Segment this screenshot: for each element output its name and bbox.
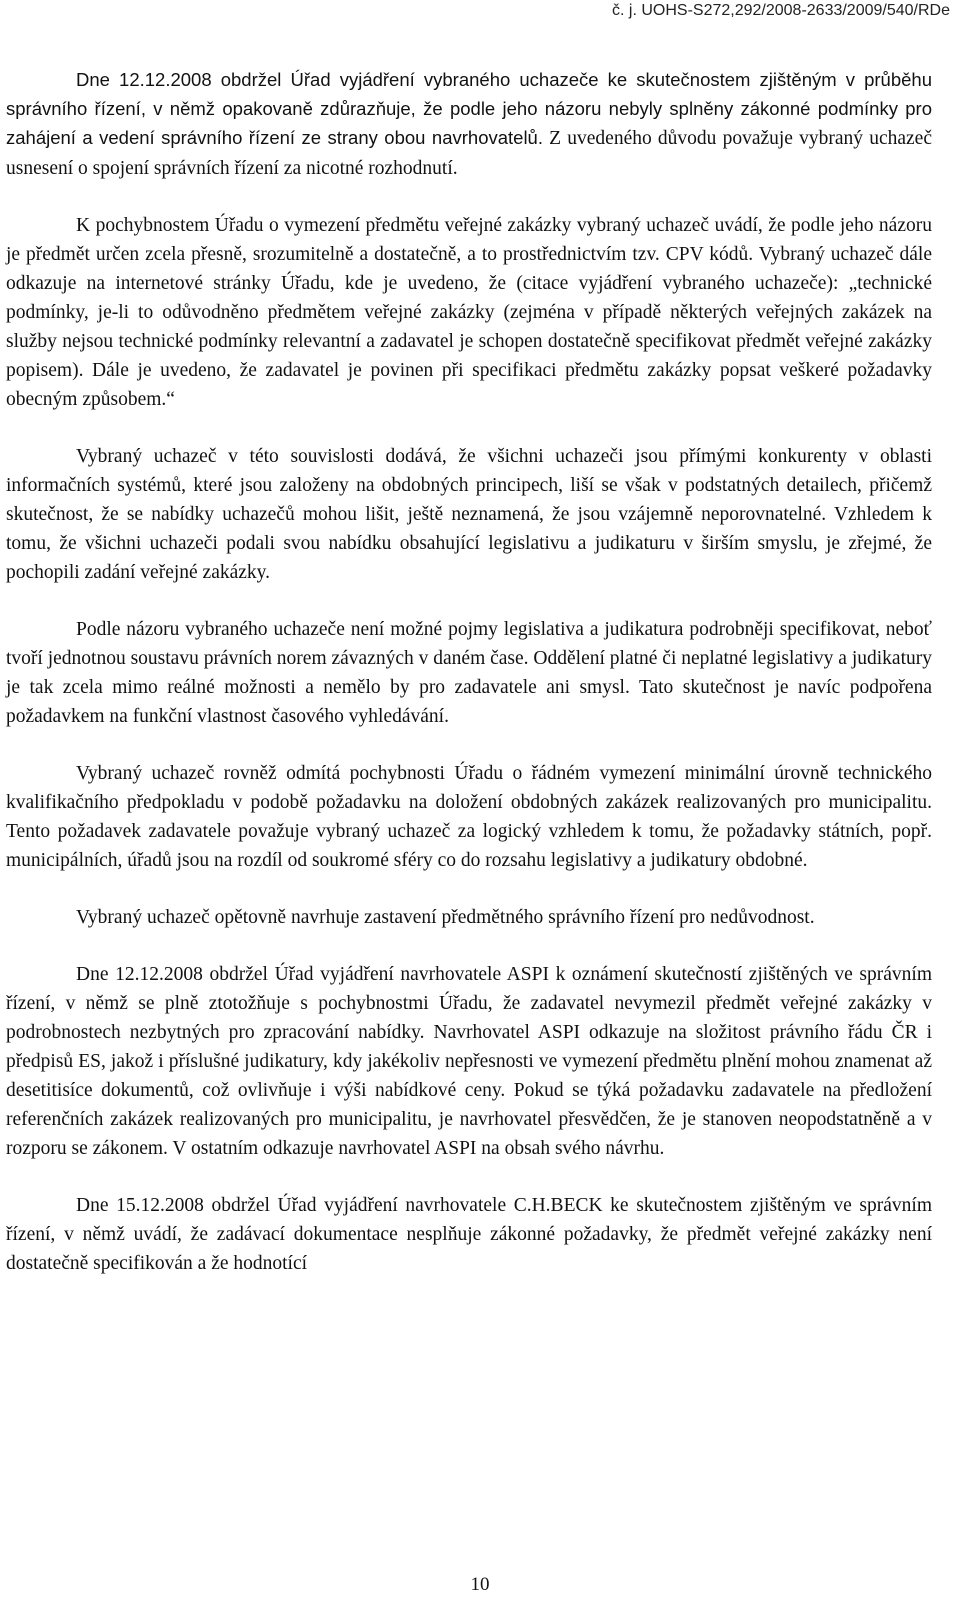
- paragraph-6: Vybraný uchazeč opětovně navrhuje zastavení předmětného správního řízení pro nedůvodnost.: [76, 907, 815, 928]
- document-reference: č. j. UOHS-S272,292/2008-2633/2009/540/RDe: [612, 2, 950, 19]
- paragraph-1-part-1: Dne 12.12.2008 obdržel Úřad vyjádření vybraného uchazeče ke skutečnostem zjištěným v průběhu správního řízení, v němž opakovaně zdůrazňuje, že podle jeho názoru nebyly splněny zákonné podmínky pro zahájení a vedení správního řízení ze strany obou navrhovatelů.: [6, 69, 932, 148]
- paragraph-1-part-2: Z uvedeného důvodu považuje vybraný uchazeč usnesení o spojení správních řízení za nicotné rozhodnutí.: [6, 128, 932, 179]
- paragraph-8: Dne 15.12.2008 obdržel Úřad vyjádření navrhovatele C.H.BECK ke skutečnostem zjištěným ve správním řízení, v němž uvádí, že zadávací dokumentace nesplňuje zákonné požadavky, že předmět veřejné zakázky není dostatečně specifikován a že hodnotící: [6, 1195, 932, 1274]
- paragraph-7: Dne 12.12.2008 obdržel Úřad vyjádření navrhovatele ASPI k oznámení skutečností zjištěných ve správním řízení, v němž se plně ztotožňuje s pochybnostmi Úřadu, že zadavatel nevymezil předmět veřejné zakázky v podrobnostech nezbytných pro zpracování nabídky. Navrhovatel ASPI odkazuje na složitost právního řádu ČR i předpisů ES, jakož i příslušné judikatury, kdy jakékoliv nepřesnosti ve vymezení předmětu plnění mohou znamenat až desetitisíce dokumentů, což ovlivňuje i výši nabídkové ceny. Pokud se týká požadavku zadavatele na předložení referenčních zakázek realizovaných pro municipalitu, je navrhovatel přesvědčen, že je stanoven neopodstatněně a v rozporu se zákonem. V ostatním odkazuje navrhovatel ASPI na obsah svého návrhu.: [6, 964, 932, 1159]
- paragraph-4: Podle názoru vybraného uchazeče není možné pojmy legislativa a judikatura podrobněji specifikovat, neboť tvoří jednotnou soustavu právních norem závazných v daném čase. Oddělení platné či neplatné legislativy a judikatury je tak zcela mimo reálné možnosti a nemělo by pro zadavatele ani smysl. Tato skutečnost je navíc podpořena požadavkem na funkční vlastnost časového vyhledávání.: [6, 619, 932, 727]
- paragraph-3: Vybraný uchazeč v této souvislosti dodává, že všichni uchazeči jsou přímými konkurenty v oblasti informačních systémů, které jsou založeny na obdobných principech, liší se však v podstatných detailech, přičemž skutečnost, že se nabídky uchazečů mohou lišit, ještě neznamená, že jsou vzájemně neporovnatelné. Vzhledem k tomu, že všichni uchazeči podali svou nabídku obsahující legislativu a judikaturu v širším smyslu, je zřejmé, že pochopili zadání veřejné zakázky.: [6, 446, 932, 583]
- paragraph-2: K pochybnostem Úřadu o vymezení předmětu veřejné zakázky vybraný uchazeč uvádí, že podle jeho názoru je předmět určen zcela přesně, srozumitelně a dostatečně, a to prostřednictvím tzv. CPV kódů. Vybraný uchazeč dále odkazuje na internetové stránky Úřadu, kde je uvedeno, že (citace vyjádření vybraného uchazeče): „technické podmínky, je-li to odůvodněno předmětem veřejné zakázky (zejména v případě některých veřejných zakázek na služby nejsou technické podmínky relevantní a zadavatel je schopen dostatečně specifikovat předmět veřejné zakázky popisem). Dále je uvedeno, že zadavatel je povinen při specifikaci předmětu zakázky popsat veškeré požadavky obecným způsobem.“: [6, 215, 932, 410]
- paragraph-1: [6, 65, 932, 183]
- paragraph-5: Vybraný uchazeč rovněž odmítá pochybnosti Úřadu o řádném vymezení minimální úrovně technického kvalifikačního předpokladu v podobě požadavku na doložení obdobných zakázek realizovaných pro municipalitu. Tento požadavek zadavatele považuje vybraný uchazeč za logický vzhledem k tomu, že požadavky státních, popř. municipálních, úřadů jsou na rozdíl od soukromé sféry co do rozsahu legislativy a judikatury obdobné.: [6, 763, 932, 871]
- page-number: 10: [470, 1574, 490, 1595]
- document-body: [6, 65, 932, 1306]
